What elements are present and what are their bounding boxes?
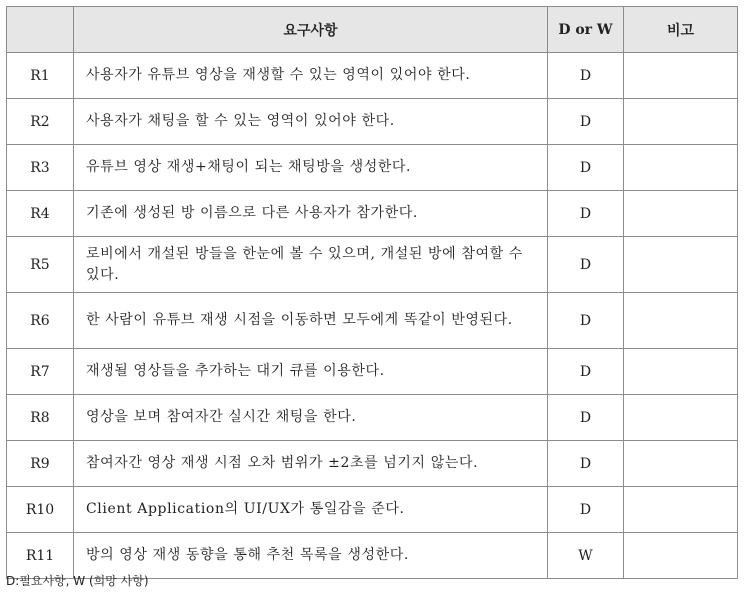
row-id: R4 (7, 191, 74, 237)
header-note: 비고 (624, 7, 738, 53)
row-note (624, 441, 738, 487)
row-requirement: 영상을 보며 참여자간 실시간 채팅을 한다. (74, 395, 548, 441)
header-requirement: 요구사항 (74, 7, 548, 53)
row-note (624, 99, 738, 145)
row-note (624, 533, 738, 579)
row-note (624, 191, 738, 237)
row-note (624, 487, 738, 533)
row-id: R1 (7, 53, 74, 99)
row-d-or-w: D (548, 53, 624, 99)
row-d-or-w: D (548, 395, 624, 441)
table-row (7, 293, 738, 349)
row-id: R6 (7, 293, 74, 349)
row-requirement: 재생될 영상들을 추가하는 대기 큐를 이용한다. (74, 349, 548, 395)
row-d-or-w: D (548, 349, 624, 395)
row-d-or-w: D (548, 441, 624, 487)
row-d-or-w: D (548, 293, 624, 349)
row-requirement: 방의 영상 재생 동향을 통해 추천 목록을 생성한다. (74, 533, 548, 579)
header-d-or-w: D or W (548, 7, 624, 53)
row-note (624, 53, 738, 99)
table-row (7, 441, 738, 487)
row-id: R9 (7, 441, 74, 487)
row-d-or-w: D (548, 145, 624, 191)
row-d-or-w: D (548, 237, 624, 293)
header-id (7, 7, 74, 53)
row-requirement: 유튜브 영상 재생+채팅이 되는 채팅방을 생성한다. (74, 145, 548, 191)
row-requirement: Client Application의 UI/UX가 통일감을 준다. (74, 487, 548, 533)
row-requirement: 기존에 생성된 방 이름으로 다른 사용자가 참가한다. (74, 191, 548, 237)
row-note (624, 237, 738, 293)
row-note (624, 145, 738, 191)
row-note (624, 395, 738, 441)
row-id: R7 (7, 349, 74, 395)
row-requirement: 로비에서 개설된 방들을 한눈에 볼 수 있으며, 개설된 방에 참여할 수 있다. (74, 237, 548, 293)
table-row (7, 349, 738, 395)
row-note (624, 293, 738, 349)
table-row (7, 145, 738, 191)
table-row (7, 53, 738, 99)
table-row (7, 99, 738, 145)
table-header-row (7, 7, 738, 53)
row-id: R10 (7, 487, 74, 533)
row-id: R5 (7, 237, 74, 293)
row-d-or-w: D (548, 191, 624, 237)
row-id: R11 (7, 533, 74, 579)
requirements-table (6, 6, 738, 579)
row-requirement: 사용자가 유튜브 영상을 재생할 수 있는 영역이 있어야 한다. (74, 53, 548, 99)
legend-footnote: D:필요사항, W (희망 사항) (6, 574, 149, 588)
row-requirement: 한 사람이 유튜브 재생 시점을 이동하면 모두에게 똑같이 반영된다. (74, 293, 548, 349)
row-id: R8 (7, 395, 74, 441)
table-row (7, 191, 738, 237)
row-requirement: 사용자가 채팅을 할 수 있는 영역이 있어야 한다. (74, 99, 548, 145)
row-id: R3 (7, 145, 74, 191)
row-d-or-w: D (548, 99, 624, 145)
table-row (7, 395, 738, 441)
table-row (7, 487, 738, 533)
row-requirement: 참여자간 영상 재생 시점 오차 범위가 ±2초를 넘기지 않는다. (74, 441, 548, 487)
table-row (7, 237, 738, 293)
row-d-or-w: W (548, 533, 624, 579)
row-note (624, 349, 738, 395)
row-id: R2 (7, 99, 74, 145)
row-d-or-w: D (548, 487, 624, 533)
